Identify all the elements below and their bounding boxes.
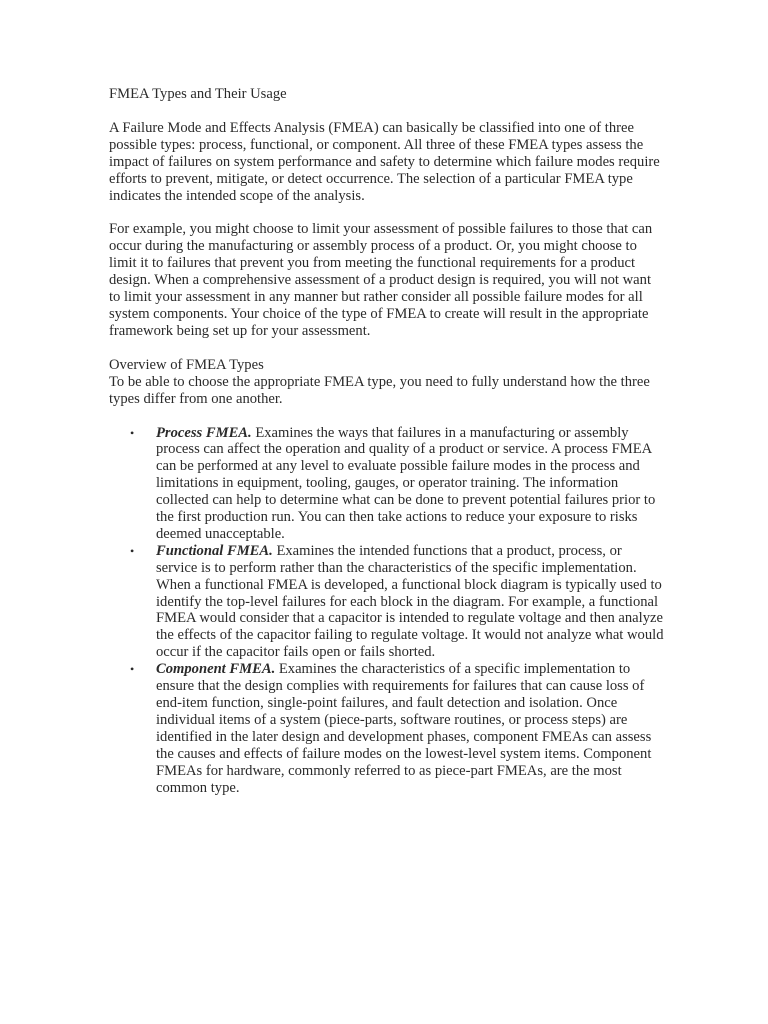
overview-intro: To be able to choose the appropriate FMEA type, you need to fully understand how the three types differ from one another. xyxy=(109,373,650,407)
list-item-term: Component FMEA. xyxy=(156,661,276,678)
example-paragraph: For example, you might choose to limit your assessment of possible failures to those that can occur during the manufacturing or assembly process of a product. Or, you might choose to limit it to failures that prevent you from meeting the functional requirements for a product design. When a comprehensive assessment of a product design is required, you will not want to limit your assessment in any manner but rather consider all possible failure modes for all system components. Your choice of the type of FMEA to create will result in the appropriate framework being set up for your assessment. xyxy=(109,221,653,339)
fmea-types-list xyxy=(109,425,664,797)
bullet-icon: • xyxy=(130,662,135,677)
list-item-component-fmea xyxy=(109,661,664,796)
overview-heading: Overview of FMEA Types xyxy=(109,356,264,373)
bullet-icon: • xyxy=(130,425,135,440)
intro-paragraph: A Failure Mode and Effects Analysis (FMEA) can basically be classified into one of three possible types: process, functional, or component. All three of these FMEA types assess the impact of failures on system performance and safety to determine which failure modes require efforts to prevent, mitigate, or detect occurrence. The selection of a particular FMEA type indicates the intended scope of the analysis. xyxy=(109,119,660,204)
document-title: FMEA Types and Their Usage xyxy=(109,86,287,102)
list-item-description: Examines the ways that failures in a manufacturing or assembly process can affect the operation and quality of a product or service. A process FMEA can be performed at any level to evaluate possible failure modes in the process and limitations in equipment, tooling, gauges, or operator training. The information collected can help to determine what can be done to prevent potential failures prior to the first production run. You can then take actions to reduce your exposure to risks deemed unacceptable. xyxy=(156,424,656,542)
list-item-description: Examines the intended functions that a product, process, or service is to perform rather than the characteristics of the specific implementation. When a functional FMEA is developed, a functional block diagram is typically used to identify the top-level failures for each block in the diagram. For example, a functional FMEA would consider that a capacitor is intended to regulate voltage and then analyze the effects of the capacitor failing to regulate voltage. It would not analyze what would occur if the capacitor fails open or fails shorted. xyxy=(156,542,664,661)
list-item-term: Process FMEA. xyxy=(156,424,252,441)
document-body xyxy=(109,86,664,796)
list-item-functional-fmea xyxy=(109,543,664,661)
bullet-icon: • xyxy=(130,543,135,558)
list-item-process-fmea xyxy=(109,425,664,543)
list-item-term: Functional FMEA. xyxy=(156,542,273,559)
list-item-description: Examines the characteristics of a specific implementation to ensure that the design complies with requirements for failures that can cause loss of end-item function, single-point failures, and fault detection and isolation. Once individual items of a system (piece-parts, software routines, or process steps) are identified in the later design and development phases, component FMEAs can assess the causes and effects of failure modes on the lowest-level system items. Component FMEAs for hardware, commonly referred to as piece-part FMEAs, are the most common type. xyxy=(156,661,652,796)
